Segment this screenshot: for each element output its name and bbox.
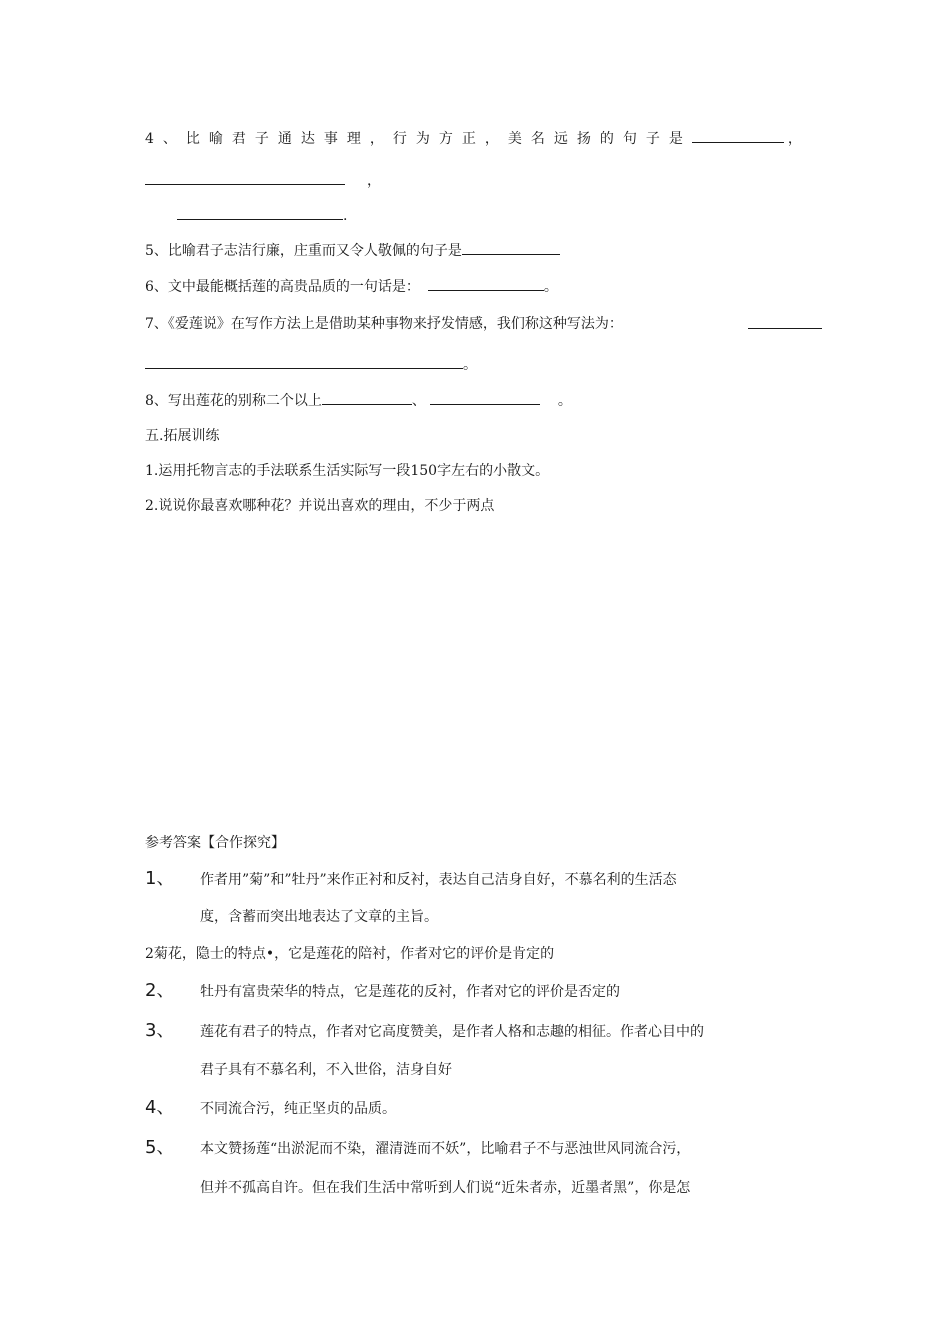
answers-heading: 参考答案【合作探究】	[145, 835, 285, 851]
section-5-title: 五.拓展训练	[145, 428, 220, 444]
answer-5-line2: 但并不孤高自许。但在我们生活中常听到人们说“近朱者赤，近墨者黑”，你是怎	[200, 1180, 691, 1196]
answer-5-line1: 本文赞扬莲“出淤泥而不染，濯清涟而不妖”，比喻君子不与恶浊世风同流合污，	[200, 1141, 691, 1157]
answer-1-number: 1、	[145, 868, 175, 889]
question-8-text: 8、写出莲花的别称二个以上	[145, 393, 322, 409]
period: 。	[557, 393, 572, 409]
period: 。	[543, 279, 558, 295]
answer-blank	[428, 276, 544, 291]
answer-blank	[692, 128, 784, 143]
answer-5-number: 5、	[145, 1137, 175, 1158]
answer-1-line2: 度，含蓄而突出地表达了文章的主旨。	[200, 909, 438, 925]
separator: ，	[367, 173, 381, 189]
answer-2-line1: 牡丹有富贵荣华的特点，它是莲花的反衬，作者对它的评价是否定的	[200, 984, 620, 1000]
answer-4-number: 4、	[145, 1097, 175, 1118]
question-4-text: 4、比喻君子通达事理，行为方正，美名远扬的句子是	[145, 131, 692, 147]
period: 。	[463, 357, 477, 373]
answer-blank	[748, 314, 822, 329]
answer-3-number: 3、	[145, 1020, 175, 1041]
question-6-text: 6、文中最能概括莲的高贵品质的一句话是：	[145, 279, 420, 295]
answer-blank	[145, 170, 345, 185]
answer-extra: 2菊花，隐士的特点•，它是莲花的陪衬，作者对它的评价是肯定的	[145, 946, 555, 962]
section-5-item-1: 1.运用托物言志的手法联系生活实际写一段150字左右的小散文。	[145, 463, 550, 479]
answer-blank	[462, 240, 560, 255]
question-7-blank	[748, 314, 822, 335]
answer-1-line1: 作者用”菊”和”牡丹”来作正衬和反衬，表达自己洁身自好，不慕名利的生活态	[200, 872, 677, 888]
question-8	[145, 390, 572, 411]
separator: ，	[787, 131, 811, 147]
answer-blank	[145, 354, 463, 369]
answer-blank	[177, 205, 343, 220]
separator: 、	[411, 393, 426, 409]
section-5-item-2: 2.说说你最喜欢哪种花？并说出喜欢的理由，不少于两点	[145, 498, 495, 514]
question-7-line2	[145, 354, 477, 375]
answer-3-line1: 莲花有君子的特点，作者对它高度赞美，是作者人格和志趣的相征。作者心目中的	[200, 1024, 704, 1040]
question-4-line2	[145, 170, 381, 191]
answer-2-number: 2、	[145, 980, 175, 1001]
question-7-text: 7、《爱莲说》在写作方法上是借助某种事物来抒发情感，我们称这种写法为：	[145, 316, 623, 332]
answer-4-line1: 不同流合污，纯正坚贞的品质。	[200, 1101, 396, 1117]
question-7	[145, 314, 623, 334]
question-5-text: 5、比喻君子志洁行廉，庄重而又令人敬佩的句子是	[145, 243, 462, 259]
question-6	[145, 276, 558, 297]
answer-blank	[430, 390, 540, 405]
question-4-line3	[177, 205, 347, 226]
answer-3-line2: 君子具有不慕名利，不入世俗，洁身自好	[200, 1062, 452, 1078]
period: .	[343, 208, 348, 224]
question-4	[145, 128, 811, 149]
question-5	[145, 240, 560, 261]
answer-blank	[322, 390, 412, 405]
